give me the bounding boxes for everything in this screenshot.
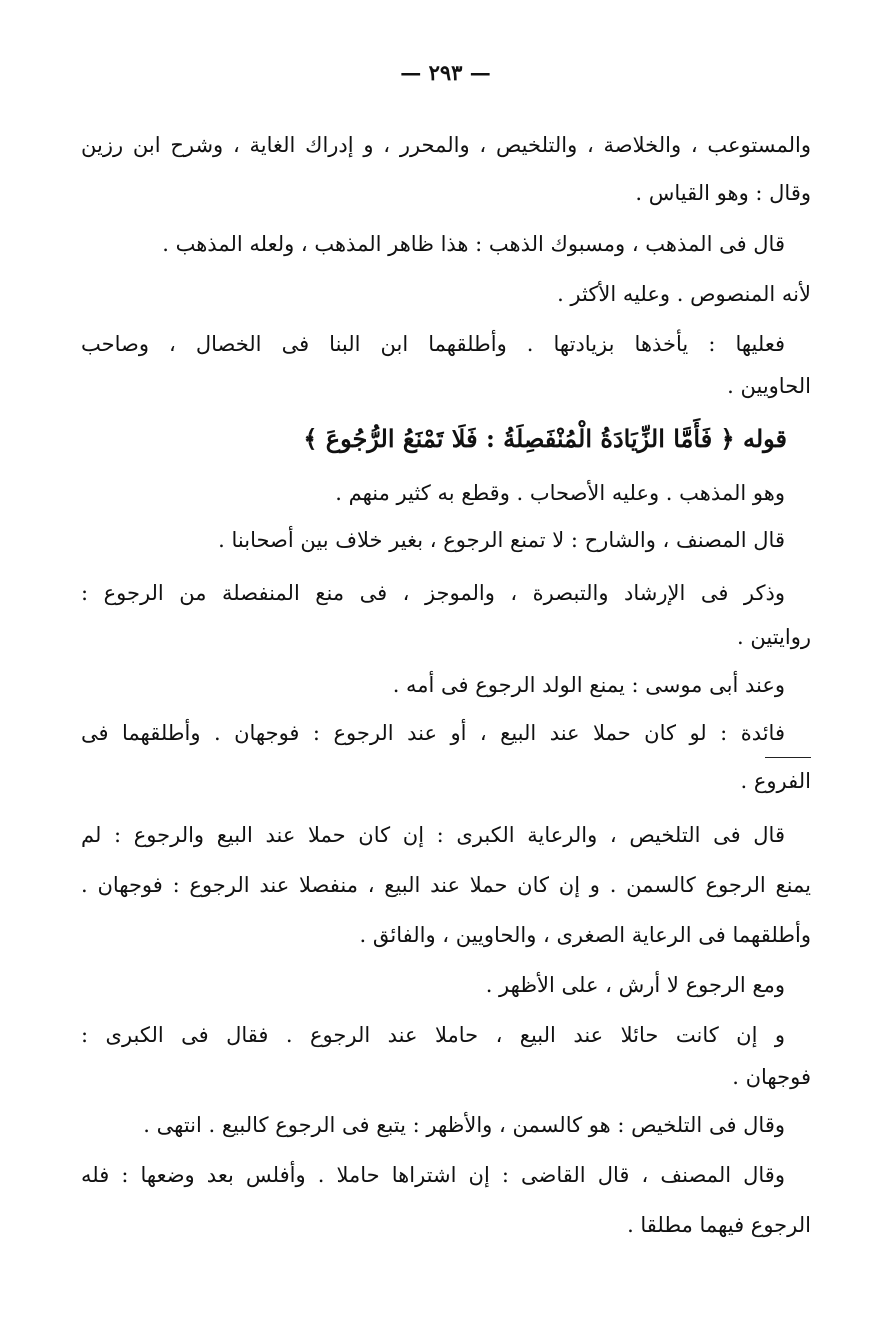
text-line: قال فى المذهب ، ومسبوك الذهب : هذا ظاهر المذهب ، ولعله المذهب . [162,232,785,256]
text-line: وقال المصنف ، قال القاضى : إن اشتراها حاملا . وأفلس بعد وضعها : فله [81,1163,785,1187]
text-line: وهو المذهب . وعليه الأصحاب . وقطع به كثير منهم . [335,481,785,505]
text-line: وقال فى التلخيص : هو كالسمن ، والأظهر : يتبع فى الرجوع كالبيع . انتهى . [143,1113,785,1137]
text-line: والمستوعب ، والخلاصة ، والتلخيص ، والمحرر ، و إدراك الغاية ، وشرح ابن رزين [81,133,811,157]
text-line: يمنع الرجوع كالسمن . و إن كان حملا عند البيع ، منفصلا عند الرجوع : فوجهان . [81,873,811,897]
page-number: — ٢٩٣ — [400,60,491,85]
text-line: قال فى التلخيص ، والرعاية الكبرى : إن كان حملا عند البيع والرجوع : لم [81,823,785,847]
section-heading: قوله ﴿ فَأَمَّا الزِّيَادَةُ الْمُنْفَصِلَةُ : فَلَا تَمْنَعُ الرُّجُوعَ ﴾ [303,424,787,453]
text-line: لأنه المنصوص . وعليه الأكثر . [557,282,811,306]
text-line: الفروع . [740,769,811,793]
text-line: وقال : وهو القياس . [635,181,811,205]
text-line: الرجوع فيهما مطلقا . [627,1213,811,1237]
text-line: ومع الرجوع لا أرش ، على الأظهر . [485,973,785,997]
text-line: وأطلقهما فى الرعاية الصغرى ، والحاويين ، والفائق . [359,923,811,947]
text-line: الحاويين . [727,374,811,398]
fa-ida-underline [765,757,811,758]
text-line: فائدة : لو كان حملا عند البيع ، أو عند الرجوع : فوجهان . وأطلقهما فى [81,721,785,745]
text-line: روايتين . [737,625,811,649]
text-line: فعليها : يأخذها بزيادتها . وأطلقهما ابن البنا فى الخصال ، وصاحب [81,332,785,356]
text-line: قال المصنف ، والشارح : لا تمنع الرجوع ، بغير خلاف بين أصحابنا . [218,528,785,552]
text-line: وعند أبى موسى : يمنع الولد الرجوع فى أمه . [392,673,785,697]
text-line: فوجهان . [732,1065,811,1089]
text-line: وذكر فى الإرشاد والتبصرة ، والموجز ، فى منع المنفصلة من الرجوع : [81,581,785,605]
text-line: و إن كانت حائلا عند البيع ، حاملا عند الرجوع . فقال فى الكبرى : [81,1023,785,1047]
